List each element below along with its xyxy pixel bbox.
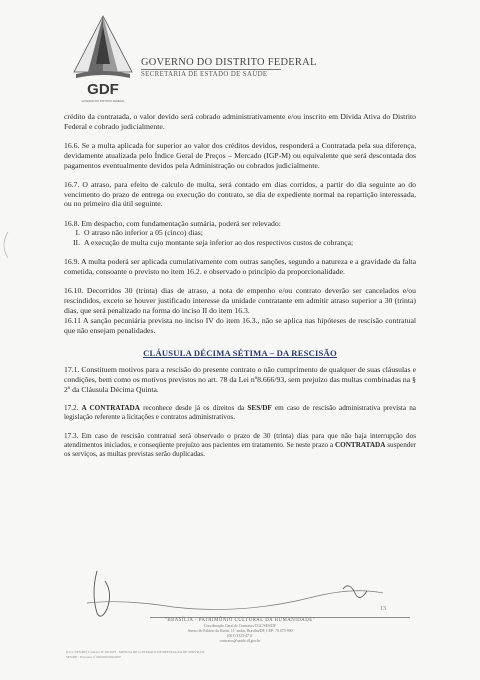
paragraph-continuation: crédito da contratada, o valor devido será cobrado administrativamente e/ou inscrito em Dívida Ativa do Distrito Federal e cobrado judicialmente. — [64, 112, 416, 131]
header-rule — [141, 69, 281, 70]
footer-line: contratos@saude.df.gov.br — [219, 639, 261, 643]
header-title: GOVERNO DO DISTRITO FEDERAL — [141, 57, 317, 68]
footer-note-line: (CCC/SES/DF) Contrato Nº 00/2007 - MINUTA DE CONTRATO DE PRESTAÇÃO DE SERVIÇOS — [66, 650, 205, 654]
text-run: em caso de rescisão administrativa prevista na legislação referente a licitações e contratos administrativos. — [64, 403, 416, 422]
relief-list — [64, 228, 416, 248]
footer-line: (061) 3325-4711 — [227, 634, 253, 638]
footer-note-line: SES/DF - Processo nº 060.000.000/2007 — [66, 654, 122, 659]
list-item — [64, 228, 416, 238]
list-item-number: I. — [75, 228, 80, 238]
paragraph-17-1: 17.1. Constituem motivos para a rescisão do presente contrato o não cumprimento de qualquer de suas cláusulas e condições, bem como os motivos previstos no art. 78 da Lei nº8.666/93, sem prejuízo das multas combinadas na § 2º da Cláusula Décima Quinta. — [64, 365, 416, 394]
text-run: suspender os serviços, as multas previstas serão duplicadas. — [64, 440, 416, 459]
footer-motto: "BRASÍLIA - PATRIMÔNIO CULTURAL DA HUMANIDADE" — [164, 618, 316, 623]
page-number: 13 — [380, 606, 386, 612]
paragraph-16-8: 16.8. Em despacho, com fundamentação sumária, poderá ser relevado: — [64, 218, 281, 228]
list-item — [64, 238, 416, 248]
bold-contratada: A CONTRATADA — [81, 403, 140, 412]
header-subtitle: SECRETARIA DE ESTADO DE SAÚDE — [141, 71, 268, 78]
text-run: reconhece desde já os direitos da — [139, 403, 248, 412]
footer-line: Anexo do Palácio do Buriti, 11º andar, Brasília/DF, CEP: 70.075-900 — [187, 629, 293, 633]
bold-ses-df: SES/DF — [247, 403, 272, 412]
bold-contratada: CONTRATADA — [334, 440, 386, 449]
margin-punch-mark — [0, 230, 10, 260]
logo-text: GDF — [87, 81, 119, 98]
footer-address — [0, 624, 480, 644]
clause-title: CLÁUSULA DÉCIMA SÉTIMA – DA RESCISÃO — [143, 348, 337, 359]
paragraph-17-3 — [64, 432, 416, 460]
footer-small-note — [66, 650, 204, 659]
paragraph-16-11: 16.11 A sanção pecuniária prevista no inciso IV do item 16.3., não se aplica nas hipóteses de rescisão contratual que não ensejam penalidades. — [64, 315, 416, 335]
paragraph-16-9: 16.9. A multa poderá ser aplicada cumulativamente com outras sanções, segundo a natureza e a gravidade da falta cometida, consoante o previsto no item 16.2. e observado o princípio da proporcionalidade. — [64, 257, 416, 277]
document-body — [64, 112, 416, 469]
footer-line: Coordenação Geral de Contratos/CGC/SES/DF — [203, 624, 277, 628]
list-item-text: O atraso não inferior a 05 (cinco) dias; — [84, 228, 203, 238]
paragraph-17-2 — [64, 404, 416, 422]
paragraph-16-7: 16.7. O atraso, para efeito de calculo de multa, será contado em dias corridos, a partir do dia seguinte ao do vencimento do prazo de entrega ou execução do contrato, se dia de expediente normal na repartição interessada, ou no primeiro dia útil seguinte. — [64, 179, 416, 209]
gdf-logo — [70, 14, 136, 106]
paragraph-16-6: 16.6. Se a multa aplicada for superior ao valor dos créditos devidos, responderá a Contratada pela sua diferença, devidamente atualizada pelo Índice Geral de Preços – Mercado (IGP-M) ou equivalente que será descontada dos pagamentos eventualmente devidos pela Administração ou cobrados judicialmente. — [64, 140, 416, 170]
text-run: 17.2. — [64, 403, 82, 412]
paragraph-16-10: 16.10. Decorridos 30 (trinta) dias de atraso, a nota de empenho e/ou contrato deverão ser cancelados e/ou rescindidos, exceto se houver justificado interesse da unidade contratante em admitir atraso superior a 30 (trinta) dias, que será penalizado na forma do inciso II do item 16.3. — [64, 286, 416, 315]
text-run: 17.3. Em caso de rescisão contratual será observado o prazo de 30 (trinta) dias para que não haja interrupção dos atendimentos iniciados, e conseqüente prejuízo aos pacientes em tratamento. Se neste prazo a — [64, 431, 416, 449]
list-item-text: A execução de multa cujo montante seja inferior ao dos respectivos custos de cobrança; — [84, 238, 354, 248]
handwritten-signature — [83, 563, 413, 623]
logo-subtext: GOVERNO DO DISTRITO FEDERAL — [81, 100, 125, 103]
list-item-number: II. — [72, 238, 80, 248]
